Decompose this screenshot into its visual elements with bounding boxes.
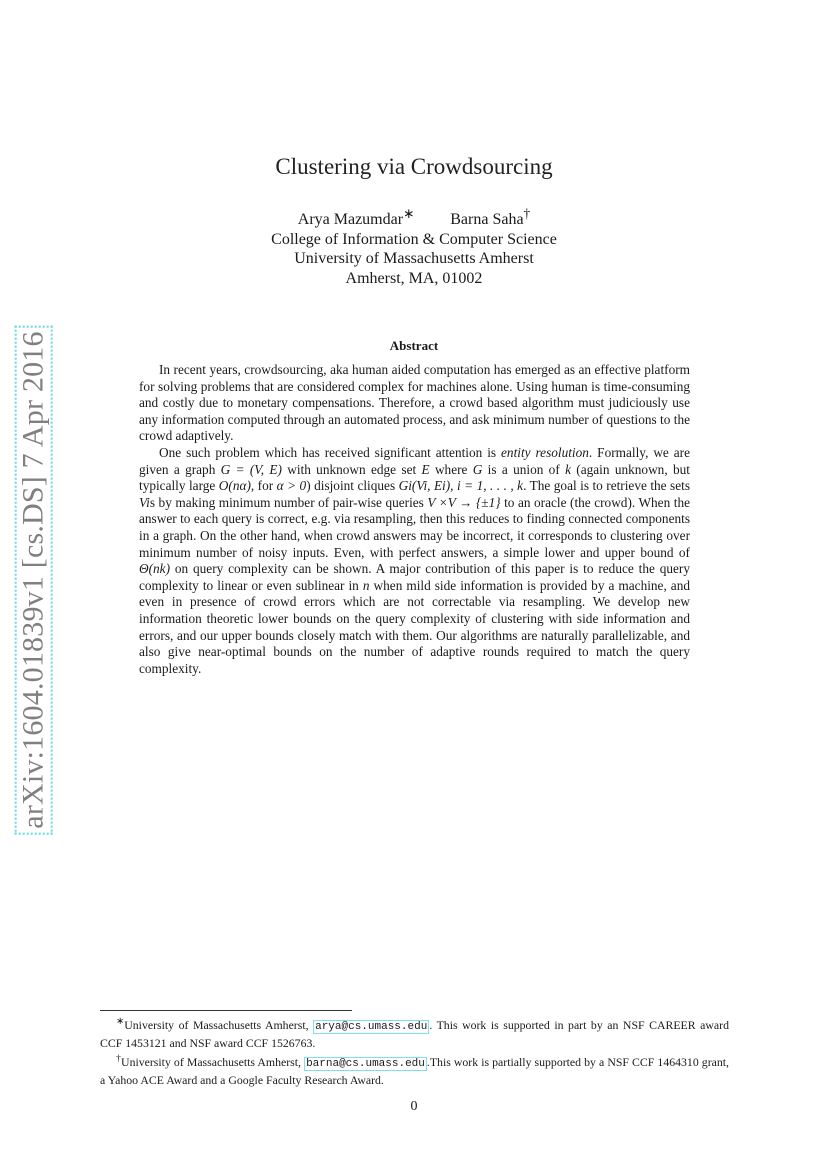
author-1 bbox=[298, 204, 414, 230]
footnote-1: ∗University of Massachusetts Amherst, arya@cs.umass.edu . This work is supported in part by an NSF CAREER award CCF 1453121 and NSF award CCF 1526763. bbox=[100, 1016, 729, 1050]
math-query-map: V ×V → {±1} bbox=[427, 494, 501, 510]
math-k: k bbox=[565, 461, 571, 477]
entity-resolution-term: entity resolution bbox=[501, 444, 589, 460]
address-line: Amherst, MA, 01002 bbox=[345, 269, 483, 287]
arxiv-identifier-link[interactable]: arXiv:1604.01839v1 [cs.DS] 7 Apr 2016 bbox=[15, 325, 53, 834]
author-1-name: Arya Mazumdar bbox=[297, 211, 404, 229]
abstract-paragraph-2: One such problem which has received significant attention is entity resolution. Formally, we are given a graph G = (V, E) with unknown edge set E where G is a union of k (again unknown, but typically large O(nα), for α > 0) disjoint cliques Gi(Vi, Ei), i = 1, . . . , k. The goal is to retrieve the sets Vis by making minimum number of pair-wise queries V ×V → {±1} to an oracle (the crowd). When the answer to each query is correct, e.g. via resampling, then this reduces to finding connected components in a graph. On the other hand, when crowd answers may be incorrect, it corresponds to clustering over minimum number of noisy inputs. Even, with perfect answers, a simple lower and upper bound of Θ(nk) on query complexity can be shown. A major contribution of this paper is to reduce the query complexity to linear or even sublinear in n when mild side information is provided by a machine, and even in presence of crowd errors which are not correctable via resampling. We develop new information theoretic lower bounds on the query complexity of clustering with side information and errors, and our upper bounds closely match with them. Our algorithms are naturally parallelizable, and also give near-optimal bounds on the number of adaptive rounds required to match the query complexity. bbox=[139, 444, 691, 676]
author-2-name: Barna Saha bbox=[450, 211, 524, 229]
paper-title: Clustering via Crowdsourcing bbox=[275, 154, 553, 179]
math-alpha: α > 0 bbox=[276, 478, 307, 494]
abstract-heading: Abstract bbox=[389, 338, 439, 353]
author-block bbox=[0, 204, 828, 288]
math-graph: G = (V, E) bbox=[220, 461, 282, 477]
email-link-arya[interactable]: arya@cs.umass.edu bbox=[315, 1020, 428, 1033]
arxiv-watermark bbox=[12, 331, 56, 829]
math-cliques: Gi(Vi, Ei), i = 1, . . . , k bbox=[398, 478, 524, 494]
affiliation-line-1: College of Information & Computer Science bbox=[271, 230, 557, 248]
math-vi: Vi bbox=[139, 494, 150, 510]
abstract-body bbox=[139, 362, 690, 677]
affiliation-line-2: University of Massachusetts Amherst bbox=[294, 250, 534, 268]
footnotes bbox=[100, 1014, 729, 1088]
footnote-2-mark: † bbox=[116, 1053, 122, 1065]
footnote-1-mark: ∗ bbox=[116, 1016, 125, 1027]
author-2 bbox=[450, 204, 530, 230]
author-1-mark: ∗ bbox=[403, 206, 415, 221]
page-number: 0 bbox=[410, 1099, 418, 1114]
author-names bbox=[0, 204, 828, 230]
math-g: G bbox=[472, 461, 483, 477]
email-link-barna[interactable]: barna@cs.umass.edu bbox=[306, 1058, 425, 1071]
footnote-divider bbox=[100, 1010, 352, 1011]
author-2-mark: † bbox=[523, 206, 531, 221]
math-theta: Θ(nk) bbox=[139, 561, 171, 577]
footnote-2: †University of Massachusetts Amherst, barna@cs.umass.edu .This work is partially supported by a NSF CCF 1464310 grant, a Yahoo ACE Award and a Google Faculty Research Award. bbox=[100, 1053, 729, 1087]
math-edge-set: E bbox=[421, 461, 430, 477]
abstract-paragraph-1: In recent years, crowdsourcing, aka human aided computation has emerged as an effective platform for solving problems that are considered complex for machines alone. Using human is time-consuming and costly due to monetary compensations. Therefore, a crowd based algorithm must judiciously use any information computed through an automated process, and ask minimum number of questions to the crowd adaptively. bbox=[139, 362, 690, 444]
math-big-o: O(nα) bbox=[218, 478, 251, 494]
math-n: n bbox=[362, 577, 370, 593]
